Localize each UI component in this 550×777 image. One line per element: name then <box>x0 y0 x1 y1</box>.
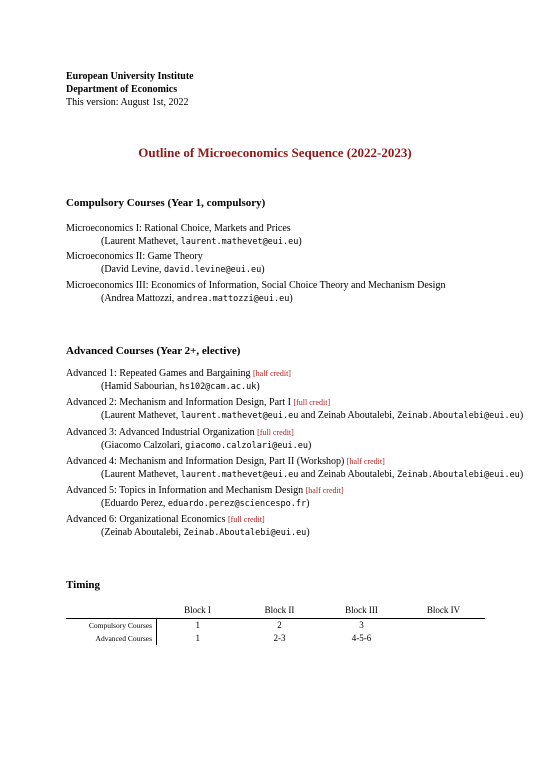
document-title: Outline of Microeconomics Sequence (2022-2023) <box>138 145 412 160</box>
version-date: This version: August 1st, 2022 <box>66 97 189 108</box>
instructor-email[interactable]: hs102@cam.ac.uk <box>179 382 257 392</box>
column-header: Block I <box>184 604 211 615</box>
course-instructors: (Andrea Mattozzi, andrea.mattozzi@eui.eu) <box>101 293 293 304</box>
course-instructors: (David Levine, david.levine@eui.eu) <box>101 264 265 275</box>
instructor-email[interactable]: laurent.mathevet@eui.eu <box>180 411 299 421</box>
table-cell <box>403 619 485 633</box>
credit-badge: [full credit] <box>293 398 331 407</box>
credit-badge: [full credit] <box>257 428 294 437</box>
advanced-course <box>66 484 344 511</box>
credit-badge: [full credit] <box>228 515 265 524</box>
instructor-email[interactable]: david.levine@eui.eu <box>164 265 262 275</box>
table-cell: 1 <box>157 619 239 633</box>
instructor-email[interactable]: laurent.mathevet@eui.eu <box>180 237 299 247</box>
document-header <box>66 70 194 109</box>
course-instructors: (Laurent Mathevet, laurent.mathevet@eui.eu and Zeinab Aboutalebi, Zeinab.Aboutalebi@eui.eu) <box>101 469 524 480</box>
department-name: Department of Economics <box>66 84 178 95</box>
instructor-email[interactable]: giacomo.calzolari@eui.eu <box>185 441 308 451</box>
instructor-email[interactable]: Zeinab.Aboutalebi@eui.eu <box>396 411 520 421</box>
column-header: Block II <box>264 604 295 615</box>
institution-name: European University Institute <box>66 71 194 82</box>
advanced-course <box>66 426 311 453</box>
credit-badge: [half credit] <box>305 486 344 495</box>
table-cell: 1 <box>195 633 200 644</box>
table-row <box>66 619 485 633</box>
advanced-course <box>66 513 310 540</box>
advanced-course <box>66 455 523 482</box>
table-row <box>66 632 485 645</box>
course-instructors: (Zeinab Aboutalebi, Zeinab.Aboutalebi@eui.eu) <box>101 527 310 538</box>
row-label: Compulsory Courses <box>66 619 157 633</box>
instructor-email[interactable]: Zeinab.Aboutalebi@eui.eu <box>183 528 307 538</box>
table-cell: 2 <box>239 619 321 633</box>
instructor-email[interactable]: eduardo.perez@sciencespo.fr <box>167 499 307 509</box>
credit-badge: [half credit] <box>252 369 291 378</box>
compulsory-heading: Compulsory Courses (Year 1, compulsory) <box>66 197 266 209</box>
timing-table <box>66 602 485 645</box>
course-name: Advanced 3: Advanced Industrial Organization [full credit] <box>66 427 294 438</box>
course-name: Microeconomics II: Game Theory <box>66 251 203 262</box>
instructor-email[interactable]: andrea.mattozzi@eui.eu <box>176 294 290 304</box>
course-name: Advanced 5: Topics in Information and Mechanism Design [half credit] <box>66 485 344 496</box>
course-instructors: (Eduardo Perez, eduardo.perez@sciencespo.fr) <box>101 498 310 509</box>
table-cell: 2-3 <box>273 633 286 644</box>
compulsory-course <box>66 222 302 249</box>
credit-badge: [half credit] <box>346 457 385 466</box>
advanced-course <box>66 367 291 394</box>
course-name: Advanced 2: Mechanism and Information Design, Part I [full credit] <box>66 397 331 408</box>
course-name: Advanced 6: Organizational Economics [full credit] <box>66 514 265 525</box>
course-instructors: (Hamid Sabourian, hs102@cam.ac.uk) <box>101 381 260 392</box>
row-label: Advanced Courses <box>66 632 157 645</box>
table-cell: 4-5-6 <box>351 633 372 644</box>
course-instructors: (Laurent Mathevet, laurent.mathevet@eui.eu and Zeinab Aboutalebi, Zeinab.Aboutalebi@eui.eu) <box>101 410 524 421</box>
course-name: Advanced 1: Repeated Games and Bargaining [half credit] <box>66 368 291 379</box>
course-instructors: (Laurent Mathevet, laurent.mathevet@eui.eu) <box>101 236 302 247</box>
advanced-heading: Advanced Courses (Year 2+, elective) <box>66 345 241 357</box>
column-header: Block IV <box>426 604 461 615</box>
table-cell <box>403 632 485 645</box>
compulsory-course <box>66 250 265 277</box>
course-name: Advanced 4: Mechanism and Information Design, Part II (Workshop) [half credit] <box>66 456 385 467</box>
timing-heading: Timing <box>66 579 101 591</box>
compulsory-course <box>66 279 445 306</box>
table-header-row <box>66 602 485 619</box>
course-instructors: (Giacomo Calzolari, giacomo.calzolari@eui.eu) <box>101 440 312 451</box>
advanced-course <box>66 396 523 423</box>
column-header: Block III <box>345 604 378 615</box>
course-name: Microeconomics I: Rational Choice, Markets and Prices <box>66 223 291 234</box>
instructor-email[interactable]: Zeinab.Aboutalebi@eui.eu <box>396 470 520 480</box>
instructor-email[interactable]: laurent.mathevet@eui.eu <box>180 470 299 480</box>
table-cell: 3 <box>321 619 403 633</box>
course-name: Microeconomics III: Economics of Information, Social Choice Theory and Mechanism Design <box>66 280 446 291</box>
